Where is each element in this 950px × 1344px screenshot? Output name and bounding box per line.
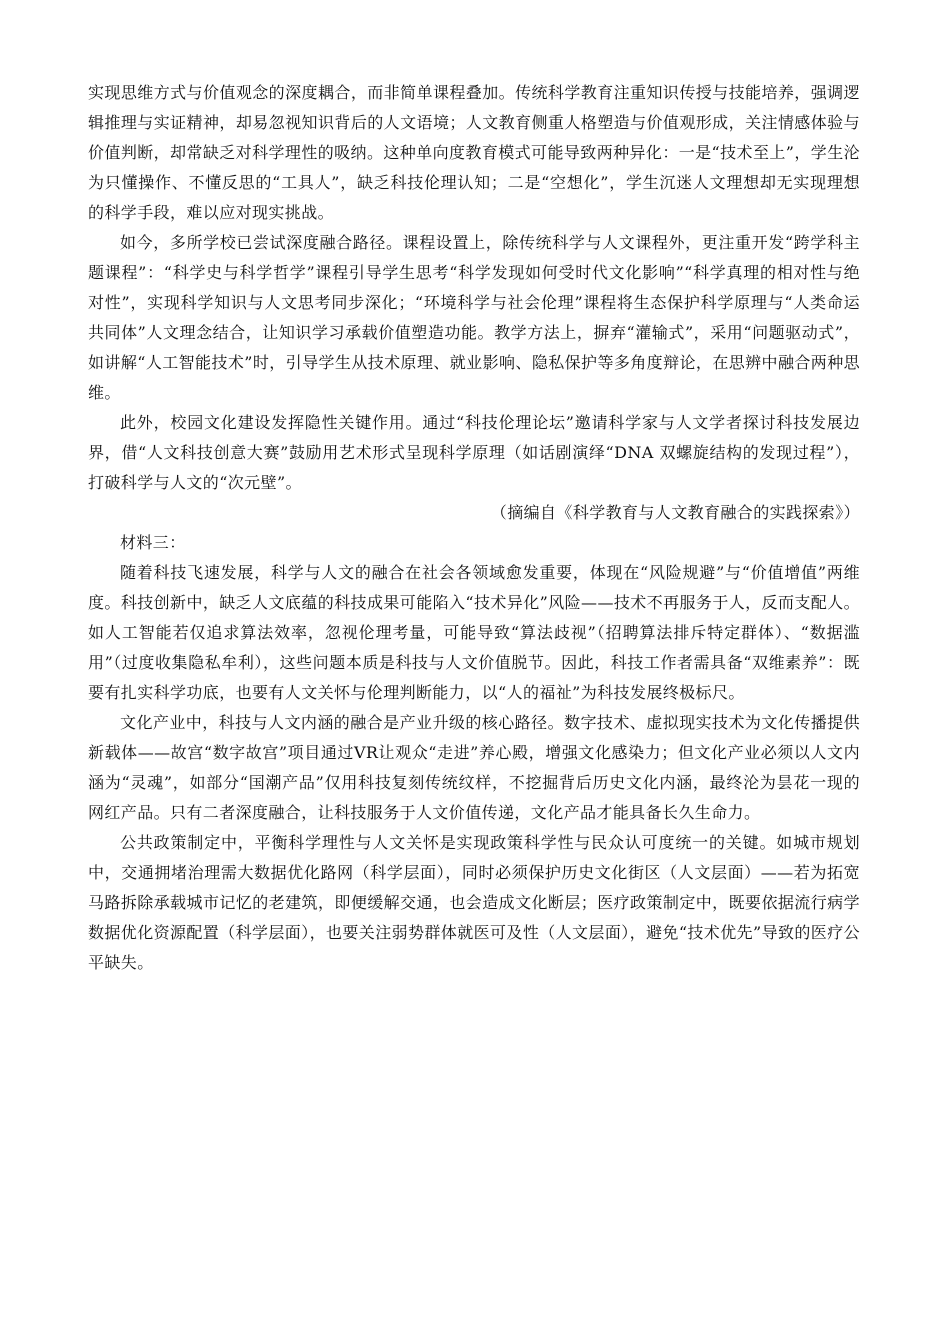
material-3-heading: 材料三： xyxy=(120,533,186,552)
paragraph-2: 如今，多所学校已尝试深度融合路径。课程设置上，除传统科学与人文课程外，更注重开发“跨学科主题课程”：“科学史与科学哲学”课程引导学生思考“科学发现如何受时代文化影响”“科学真理的相对性与绝对性”，实现科学知识与人文思考同步深化；“环境科学与社会伦理”课程将生态保护科学原理与“人类命运共同体”人文理念结合，让知识学习承载价值塑造功能。教学方法上，摒弃“灌输式”，采用“问题驱动式”，如讲解“人工智能技术”时，引导学生从技术原理、就业影响、隐私保护等多角度辩论，在思辨中融合两种思维。 xyxy=(88,233,860,402)
paragraph-1: 实现思维方式与价值观念的深度耦合，而非简单课程叠加。传统科学教育注重知识传授与技能培养，强调逻辑推理与实证精神，却易忽视知识背后的人文语境；人文教育侧重人格塑造与价值观形成，关注情感体验与价值判断，却常缺乏对科学理性的吸纳。这种单向度教育模式可能导致两种异化：一是“技术至上”，学生沦为只懂操作、不懂反思的“工具人”，缺乏科技伦理认知；二是“空想化”，学生沉迷人文理想却无实现理想的科学手段，难以应对现实挑战。 xyxy=(88,83,860,222)
paragraph-4: 随着科技飞速发展，科学与人文的融合在社会各领域愈发重要，体现在“风险规避”与“价值增值”两维度。科技创新中，缺乏人文底蕴的科技成果可能陷入“技术异化”风险——技术不再服务于人，反而支配人。如人工智能若仅追求算法效率，忽视伦理考量，可能导致“算法歧视”（招聘算法排斥特定群体）、“数据滥用”（过度收集隐私牟利），这些问题本质是科技与人文价值脱节。因此，科技工作者需具备“双维素养”：既要有扎实科学功底，也要有人文关怀与伦理判断能力，以“人的福祉”为科技发展终极标尺。 xyxy=(88,563,860,702)
paragraph-3: 此外，校园文化建设发挥隐性关键作用。通过“科技伦理论坛”邀请科学家与人文学者探讨科技发展边界，借“人文科技创意大赛”鼓励用艺术形式呈现科学原理（如话剧演绎“DNA 双螺旋结构的发现过程”），打破科学与人文的“次元壁”。 xyxy=(88,413,860,492)
document-page xyxy=(88,78,860,978)
paragraph-6: 公共政策制定中，平衡科学理性与人文关怀是实现政策科学性与民众认可度统一的关键。如城市规划中，交通拥堵治理需大数据优化路网（科学层面），同时必须保护历史文化街区（人文层面）——若为拓宽马路拆除承载城市记忆的老建筑，即便缓解交通，也会造成文化断层；医疗政策制定中，既要依据流行病学数据优化资源配置（科学层面），也要关注弱势群体就医可及性（人文层面），避免“技术优先”导致的医疗公平缺失。 xyxy=(88,833,860,972)
source-citation: （摘编自《科学教育与人文教育融合的实践探索》） xyxy=(490,503,860,522)
paragraph-5: 文化产业中，科技与人文内涵的融合是产业升级的核心路径。数字技术、虚拟现实技术为文化传播提供新载体——故宫“数字故宫”项目通过VR让观众“走进”养心殿，增强文化感染力；但文化产业必须以人文内涵为“灵魂”，如部分“国潮产品”仅用科技复刻传统纹样，不挖掘背后历史文化内涵，最终沦为昙花一现的网红产品。只有二者深度融合，让科技服务于人文价值传递，文化产品才能具备长久生命力。 xyxy=(88,713,860,822)
